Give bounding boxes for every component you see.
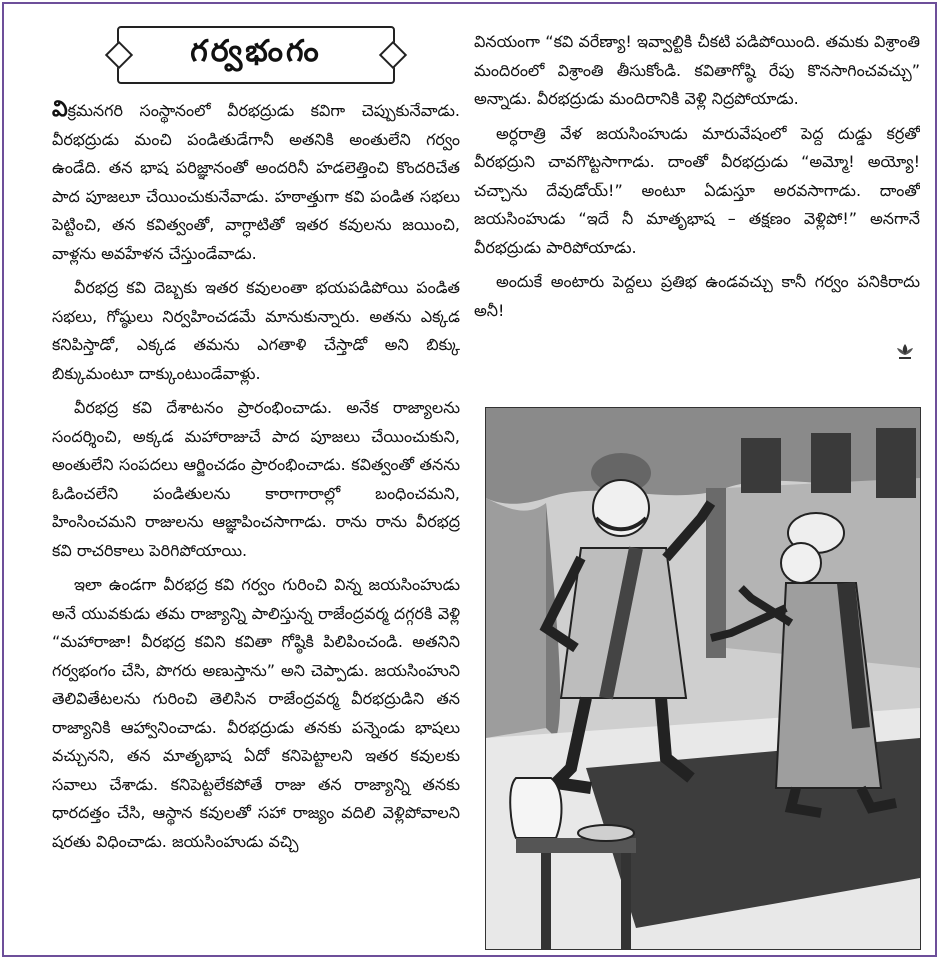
king-and-poet-illustration <box>485 407 921 950</box>
story-title-box <box>117 26 395 84</box>
right-column <box>474 28 920 378</box>
story-paragraph: అందుకే అంటారు పెద్దలు ప్రతిభ ఉండవచ్చు కానీ గర్వం పనికిరాదు అనీ! <box>474 272 920 320</box>
story-paragraph: ఇలా ఉండగా వీరభద్ర కవి గర్వం గురించి విన్న జయసింహుడు అనే యువకుడు తమ రాజ్యాన్ని పాలిస్తున్న రాజేంద్రవర్మ దగ్గరకి వెళ్లి “మహారాజా! వీరభద్ర కవిని కవితా గోష్ఠికి పిలిపించండి. అతనిని గర్వభంగం చేసి, పొగరు అణుస్తాను” అని చెప్పాడు. జయసింహుని తెలివితేటలను గురించి తెలిసిన రాజేంద్రవర్మ వీరభద్రుడిని తన రాజ్యానికి ఆహ్వానించాడు. వీరభద్రుడు తనకు పన్నెండు భాషలు వచ్చునని, తన మాతృభాష ఏదో కనిపెట్టాలని ఇతర కవులకు సవాలు చేశాడు. కనిపెట్టలేకపోతే రాజు తన రాజ్యాన్ని తనకు ధారదత్తం చేసి, ఆస్థాన కవులతో సహా రాజ్యం వదిలి వెళ్లిపోవాలని షరతు విధించాడు. జయసింహుడు వచ్చి <box>52 575 460 851</box>
story-paragraph: వినయంగా “కవి వరేణ్యా! ఇవ్వాల్టికి చీకటి పడిపోయింది. తమకు విశ్రాంతి మందిరంలో విశ్రాంతి తీసుకోండి. కవితాగోష్ఠి రేపు కొనసాగించవచ్చు” అన్నాడు. వీరభద్రుడు మందిరానికి వెళ్లి నిద్రపోయాడు. <box>474 32 920 108</box>
story-paragraph: వీరభద్ర కవి దేశాటనం ప్రారంభించాడు. అనేక రాజ్యాలను సందర్శించి, అక్కడ మహారాజుచే పాద పూజలు చేయించుకుని, అంతులేని సంపదలు ఆర్జించడం ప్రారంభించాడు. కవిత్వంతో తనను ఓడించలేని పండితులను కారాగారాల్లో బంధించమని, హింసించమని రాజులను ఆజ్ఞాపించసాగాడు. రాను రాను వీరభద్ర కవి రాచరికాలు పెరిగిపోయాయి. <box>52 398 460 560</box>
paragraph-text: క్రమనగరి సంస్థానంలో వీరభద్రుడు కవిగా చెప్పుకునేవాడు. వీరభద్రుడు మంచి పండితుడేగానీ అతనికి అంతులేని గర్వం ఉండేది. తన భాష పరిజ్ఞానంతో అందరినీ హడలెత్తించి కొందరిచేత పాద పూజలూ చేయించుకునేవాడు. హఠాత్తుగా కవి పండిత సభలు పెట్టించి, తన కవిత్వంతో, వాగ్ధాటితో ఇతర కవులను జయించి, వాళ్లను అవహేళన చేస్తుండేవాడు. <box>52 101 460 263</box>
drop-cap: వి <box>52 97 68 122</box>
leaf-ornament-icon <box>895 342 915 362</box>
left-column <box>52 26 460 948</box>
story-paragraph: అర్ధరాత్రి వేళ జయసింహుడు మారువేషంలో పెద్ద దుడ్డు కర్రతో వీరభద్రుని చావగొట్టసాగాడు. దాంతో వీరభద్రుడు “అమ్మో! అయ్యో! చచ్చాను దేవుడోయ్!” అంటూ ఏడుస్తూ అరవసాగాడు. దాంతో జయసింహుడు “ఇదే నీ మాతృభాష – తక్షణం వెళ్లిపో!” అనగానే వీరభద్రుడు పారిపోయాడు. <box>474 123 920 257</box>
story-paragraph: వీరభద్ర కవి దెబ్బకు ఇతర కవులంతా భయపడిపోయి పండిత సభలు, గోష్ఠులు నిర్వహించడమే మానుకున్నారు. అతను ఎక్కడ కనిపిస్తాడో, ఎక్కడ తమను ఎగతాళి చేస్తాడో అని బిక్కు బిక్కుమంటూ దాక్కుంటుండేవాళ్లు. <box>52 278 460 383</box>
illustration-drawing <box>486 408 920 949</box>
story-paragraph <box>52 96 460 268</box>
story-title: గర్వభంగం <box>190 34 322 69</box>
